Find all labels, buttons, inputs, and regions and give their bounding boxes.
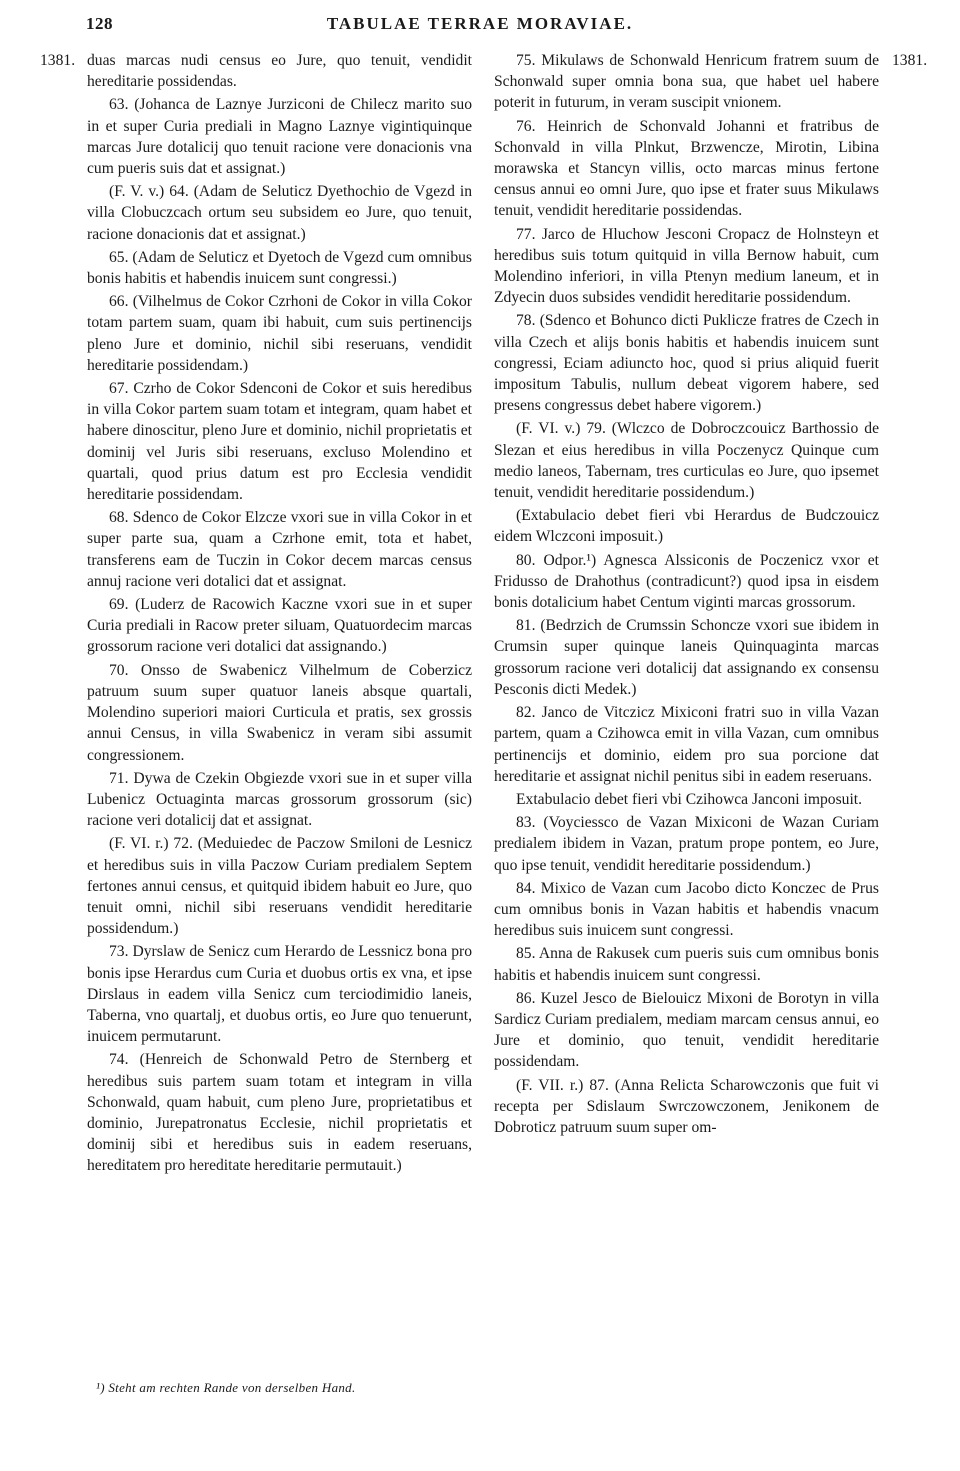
margin-year-right: 1381.: [892, 52, 928, 69]
entry-68: 68. Sdenco de Cokor Elzcze vxori sue in villa Cokor in et super parte sua, quam a Czrhone emit, tota et habet, transferens eam de Tuczin in Cokor decem marcas census annuj racione veri dotalici dat et assignat.: [87, 509, 472, 590]
entry-76: 76. Heinrich de Schonvald Johanni et fratribus de Schonvald in villa Plnkut, Brzwencze, Mirotin, Libina morawska et Stancyn villis, octo marcas minus fertone census annui eo omni Jure, quo ipse et frater suus Mikulaws tenuit, vendidit hereditarie possidendas.: [494, 117, 879, 220]
entry-73: 73. Dyrslaw de Senicz cum Herardo de Lessnicz bona pro bonis ipse Herardus cum Curia et duobus ortis ex vna, et ipse Dirslaus in eadem villa Senicz cum terciodimidio laneis, Taberna, vno quartalj, et duobus ortis, eo Jure quo tenuerunt, inuicem permutarunt.: [87, 943, 472, 1046]
entry-85: 85. Anna de Rakusek cum pueris suis cum omnibus bonis habitis et habendis inuicem sunt congressi.: [494, 945, 879, 984]
entry-67: 67. Czrho de Cokor Sdenconi de Cokor et suis heredibus in villa Cokor partem suam totam et integram, quam habet et habere dinoscitur, pleno Jure et dominio, nichil proprietatis et dominij vel Juris sibi reseruans, excluso Molendino et quartali, quod prius datum est pro Ecclesia vendidit hereditarie possidendam.: [87, 380, 472, 504]
entry-continuation: duas marcas nudi census eo Jure, quo tenuit, vendidit hereditarie possidendas.: [87, 52, 472, 91]
entry-75: 75. Mikulaws de Schonwald Henricum fratrem suum de Schonwald super omnia bona sua, que habet uel habere poterit in futurum, in veram suscipit vnionem.: [494, 52, 879, 112]
entry-78: 78. (Sdenco et Bohunco dicti Puklicze fratres de Czech in villa Czech et alijs bonis habitis et habendis inuicem sunt congressi, Eciam adiuncto hoc, quod si prius aliquid fuerit impositum Tabulis, nullum debeat vigorem habere, sed presens congressus debet habere vigorem.): [494, 312, 879, 415]
entry-65: 65. (Adam de Seluticz et Dyetoch de Vgezd cum omnibus bonis habitis et habendis inuicem sunt congressi.): [87, 248, 472, 288]
entry-74: 74. (Henreich de Schonwald Petro de Sternberg et heredibus suis partem suam totam et integram in villa Schonwald, quam habuit, cum pleno Jure, proprietatibus et dominio, Jurepatronatus Ecclesie, nichil proprietatis et dominij sibi et heredibus suis in eadem reseruans, hereditatem pro hereditate hereditarie permutauit.): [87, 1051, 472, 1175]
entry-84: 84. Mixico de Vazan cum Jacobo dicto Konczec de Prus cum omnibus bonis in Vazan habitis et habendis vnacum heredibus suis inuicem sunt congressi.: [494, 879, 879, 940]
entry-66: 66. (Vilhelmus de Cokor Czrhoni de Cokor in villa Cokor totam partem suam, quam ibi habuit, cum suis pertinencijs pleno Jure et dominio, nichil sibi reseruans, vendidit hereditarie possidendam.): [87, 293, 472, 374]
page-number: 128: [86, 14, 113, 33]
entry-71: 71. Dywa de Czekin Obgiezde vxori sue in et super villa Lubenicz Octuaginta marcas grossorum grossorum (sic) racione veri dotalicij dat et assignat.: [87, 769, 472, 830]
right-column: [494, 50, 879, 1138]
entry-87: (F. VII. r.) 87. (Anna Relicta Scharowczonis que fuit vi recepta per Sdislaum Swrczowczonem, Jenikonem de Dobroticz patruum suum super om-: [494, 1076, 879, 1136]
margin-year-left: 1381.: [40, 52, 76, 69]
entry-79: (F. VI. v.) 79. (Wlczco de Dobroczcouicz Barthossio de Slezan et eius heredibus in villa Poczenycz Quinque cum medio laneos, Tabernam, tres curticulas eo Jure, quo ipsemet tenuit, vendidit hereditarie possidendum.): [494, 420, 879, 502]
running-head: TABULAE TERRAE MORAVIAE.: [326, 14, 634, 33]
entry-70: 70. Onsso de Swabenicz Vilhelmum de Coberzicz patruum suum super quatuor laneis absque quartali, Molendino superiori maiori Curticula et pratis, sex grossis annui Census, in villa Swabenicz in veram sibi assumit congressionem.: [87, 661, 472, 764]
footnote: ¹) Steht am rechten Rande von derselben Hand.: [96, 1380, 356, 1395]
left-column: [87, 50, 472, 1177]
entry-63: 63. (Johanca de Laznye Jurziconi de Chilecz marito suo in et super Curia prediali in Magno Laznye vigintiquinque marcas Jure dotalicij quo tenuit racione vere donacionis vna cum pueris suis dat et assignat.): [87, 96, 472, 178]
entry-79-note: (Extabulacio debet fieri vbi Herardus de Budczouicz eidem Wlczconi imposuit.): [494, 507, 879, 546]
entry-72: (F. VI. r.) 72. (Meduiedec de Paczow Smiloni de Lesnicz et heredibus suis in villa Paczow Curiam predialem Septem fertones annui census, et quitquid ibidem habuit eo Jure, quo tenuit omni, nichil sibi reseruans vendidit hereditarie possidendum.): [87, 835, 472, 938]
entry-86: 86. Kuzel Jesco de Bielouicz Mixoni de Borotyn in villa Sardicz Curiam predialem, mediam marcam census annui, eo Jure et dominio, quo tenuit, vendidit hereditarie possidendam.: [494, 989, 879, 1071]
entry-77: 77. Jarco de Hluchow Jesconi Cropacz de Holnsteyn et heredibus suis totum quitquid in villa Bernow habuit, cum Molendino inferiori, in villa Ptenyn medium laneum, et in Zdyecin duos subsides vendidit hereditarie possidendum.: [494, 225, 879, 307]
entry-81: 81. (Bedrzich de Crumssin Schoncze vxori sue ibidem in Crumsin super quinque laneis Quinquaginta marcas grossorum racione veri dotalicij dat assignando ex consensu Pesconis dicti Medek.): [494, 617, 879, 698]
entry-69: 69. (Luderz de Racowich Kaczne vxori sue in et super Curia prediali in Racow preter siluam, Quatuordecim marcas grossorum racione veri dotalici dat assignando.): [87, 596, 472, 656]
entry-82: 82. Janco de Vitczicz Mixiconi fratri suo in villa Vazan partem, quam a Czihowca emit in villa Vazan, cum omnibus pertinencijs et dominio, eidem pro sua porcione dat hereditarie et assignat nichil penitus sibi in eadem reseruans.: [494, 704, 879, 785]
entry-64: (F. V. v.) 64. (Adam de Seluticz Dyethochio de Vgezd in villa Clobuczcach ortum seu subsidem eo Jure, quo tenuit, racione donacionis dat et assignat.): [87, 183, 472, 243]
entry-82-note: Extabulacio debet fieri vbi Czihowca Janconi imposuit.: [516, 790, 863, 808]
entry-80: 80. Odpor.¹) Agnesca Alssiconis de Poczenicz vxor et Fridusso de Drahothus (contradicunt?) quod ipsa in eisdem bonis dotalicium habet Centum viginti marcas grossorum.: [494, 551, 879, 612]
entry-83: 83. (Voyciessco de Vazan Mixiconi de Wazan Curiam predialem ibidem in Vazan, pratum prope pontem, eo Jure, quo ipse tenuit, vendidit hereditarie possidendum.): [494, 814, 879, 874]
